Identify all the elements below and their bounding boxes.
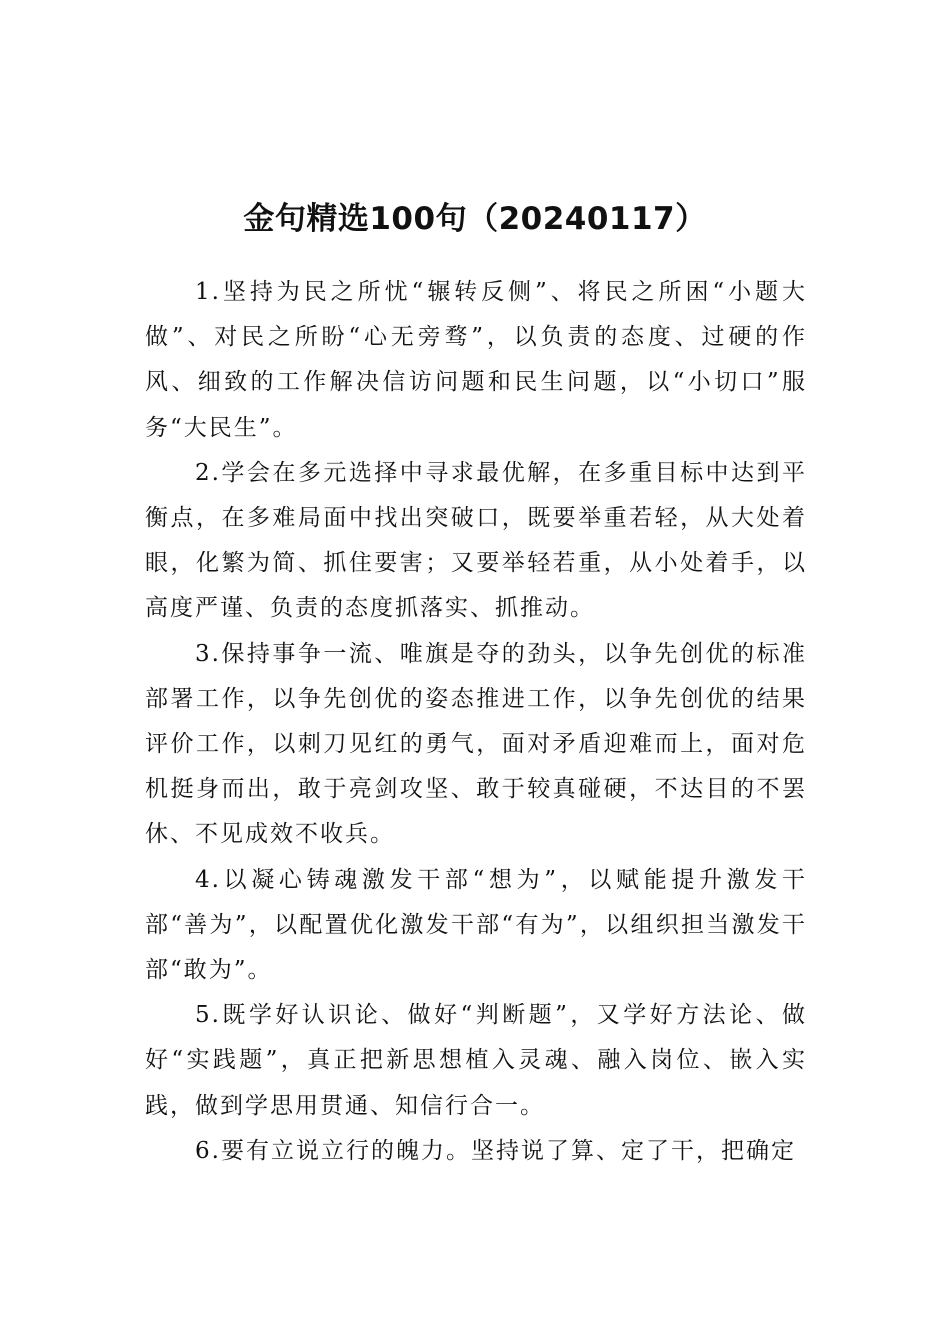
paragraph-6: 6.要有立说立行的魄力。坚持说了算、定了干，把确定 xyxy=(195,1137,796,1164)
document-body xyxy=(145,270,807,1174)
paragraph-4: 4.以凝心铸魂激发干部“想为”，以赋能提升激发干部“善为”，以配置优化激发干部“有为”，以组织担当激发干部“敢为”。 xyxy=(145,866,807,984)
paragraph-5: 5.既学好认识论、做好“判断题”，又学好方法论、做好“实践题”，真正把新思想植入灵魂、融入岗位、嵌入实践，做到学思用贯通、知信行合一。 xyxy=(145,1002,807,1119)
document-title: 金句精选100句（20240117） xyxy=(243,200,707,237)
paragraph-2: 2.学会在多元选择中寻求最优解，在多重目标中达到平衡点，在多难局面中找出突破口，既要举重若轻，从大处着眼，化繁为简、抓住要害；又要举轻若重，从小处着手，以高度严谨、负责的态度抓落实、抓推动。 xyxy=(145,459,807,622)
paragraph-1: 1.坚持为民之所忧“辗转反侧”、将民之所困“小题大做”、对民之所盼“心无旁骛”，以负责的态度、过硬的作风、细致的工作解决信访问题和民生问题，以“小切口”服务“大民生”。 xyxy=(145,279,807,441)
paragraph-3: 3.保持事争一流、唯旗是夺的劲头，以争先创优的标准部署工作，以争先创优的姿态推进工作，以争先创优的结果评价工作，以刺刀见红的勇气，面对矛盾迎难而上，面对危机挺身而出，敢于亮剑攻坚、敢于较真碰硬，不达目的不罢休、不见成效不收兵。 xyxy=(145,640,807,848)
